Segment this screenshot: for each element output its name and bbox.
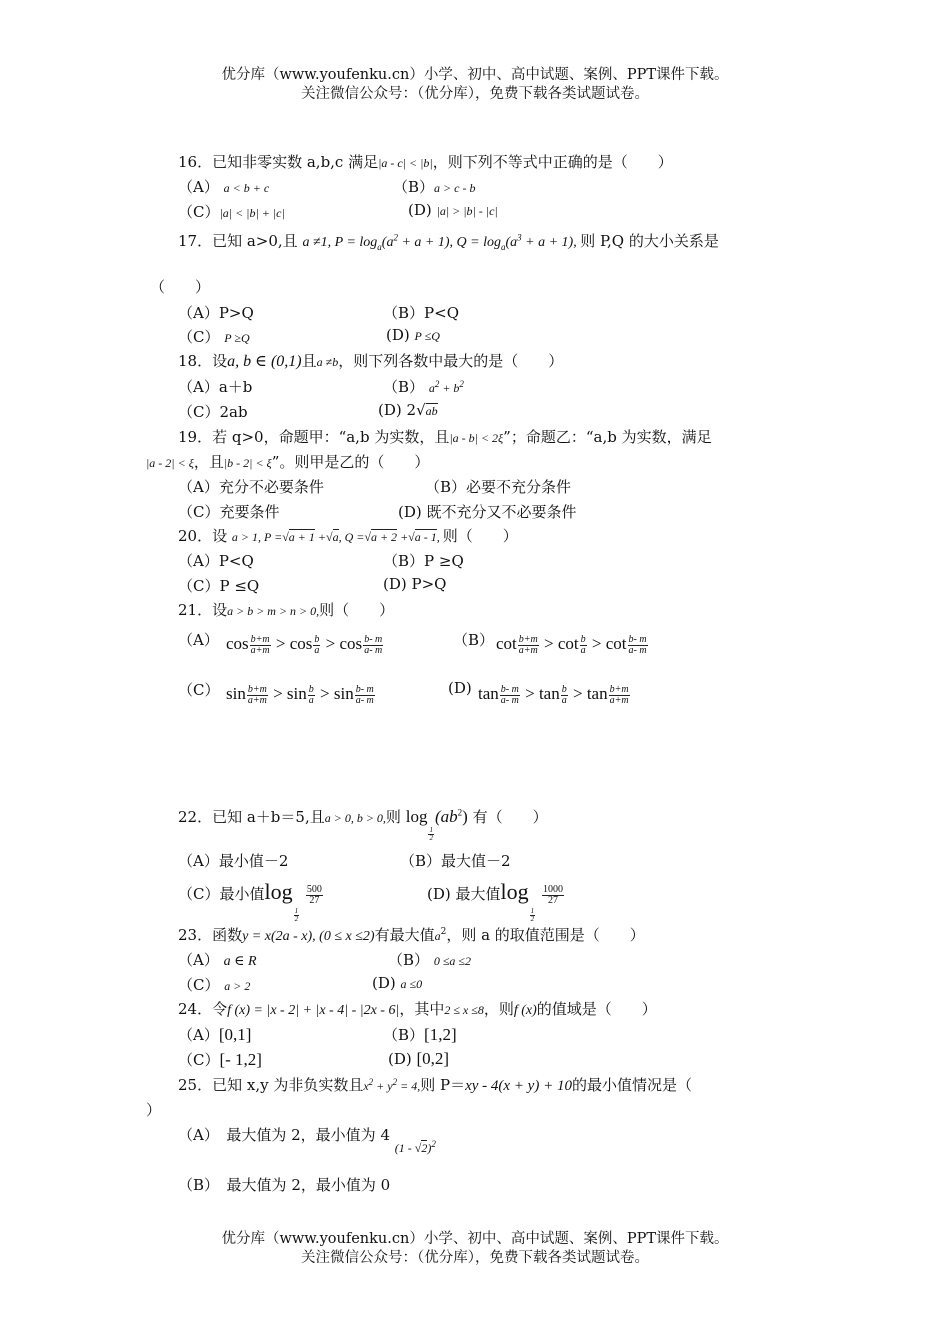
question-23-stem: 23．函数y = x(2a - x), (0 ≤ x ≤2)有最大值$a^2$，则 a 的取值范围是（ ） (178, 926, 645, 944)
q20-option-b: （B）P ≥Q (383, 552, 464, 570)
q20-option-d: (D) P>Q (383, 575, 447, 593)
q22-option-d: (D) 最大值log $\frac{1}{2}$ $\frac{1000}{27}$ (427, 879, 563, 923)
q24-option-a: （A）[0,1] (178, 1025, 252, 1044)
q21-option-a-label: （A） (178, 631, 219, 649)
question-20-stem: 20．设 a > 1, P =√a + 1 +√a, Q =√a + 2 +√a - 1, 则（ ） (178, 527, 518, 545)
page-header-line1: 优分库（www.youfenku.cn）小学、初中、高中试题、案例、PPT课件下载。 (221, 67, 729, 83)
question-25-paren: ） (146, 1101, 162, 1119)
q25-option-a: （A） 最大值为 2，最小值为 4 $_{(1 - √2)^2}$ (178, 1126, 436, 1155)
q21-option-a: cos $\frac{b+m}{a+m}$ > cos $\frac{b}{a}$ > cos $\frac{b- m}{a- m}$ (226, 633, 383, 656)
q17-option-d: (D) P ≤Q (386, 326, 440, 344)
q21-option-c: sin $\frac{b+m}{a+m}$ > sin $\frac{b}{a}$ > sin $\frac{b- m}{a- m}$ (226, 683, 374, 706)
q24-option-d: (D) [0,2] (388, 1049, 450, 1068)
q19-option-a: （A）充分不必要条件 (178, 478, 324, 496)
question-25-stem: 25．已知 x,y 为非负实数且$x^2 + y^2 = 4$,则 P＝xy - 4(x + y) + 10的最小值情况是（ (178, 1076, 692, 1094)
q23-option-a: （A） a ∈ R (178, 951, 257, 969)
q16-option-a: （A） a < b + c (178, 178, 270, 196)
q20-option-a: （A）P<Q (178, 552, 254, 570)
q18-option-b: （B） $a^2 + b^2$ (383, 378, 464, 396)
question-19-stem-line1: 19．若 q>0，命题甲：“a,b 为实数，且|a - b| < 2ξ”；命题乙：“a,b 为实数，满足 (178, 428, 712, 446)
q18-option-a: （A）a＋b (178, 378, 253, 396)
q23-option-d: (D) a ≤0 (372, 974, 423, 992)
q16-option-d: (D) |a| > |b| - |c| (408, 201, 498, 219)
q22-option-b: （B）最大值－2 (400, 852, 511, 870)
q24-option-c: （C）[- 1,2] (178, 1050, 262, 1069)
question-16-stem: 16．已知非零实数 a,b,c 满足|a - c| < |b|，则下列不等式中正确的是（ ） (178, 153, 673, 171)
q16-option-b: （B）a > c - b (393, 178, 476, 196)
q18-option-c: （C）2ab (178, 403, 248, 421)
question-22-stem: 22．已知 a＋b＝5,且a > 0, b > 0,则 log $\frac{1}{2}$ $(ab^2)$ 有（ ） (178, 807, 548, 842)
q21-option-d: tan $\frac{b- m}{a- m}$ > tan $\frac{b}{a}$ > tan $\frac{b+m}{a+m}$ (478, 683, 629, 706)
q19-option-b: （B）必要不充分条件 (425, 478, 572, 496)
question-24-stem: 24．令f (x) = |x - 2| + |x - 4| - |2x - 6|，其中2 ≤ x ≤8，则f (x)的值域是（ ） (178, 1000, 657, 1018)
question-21-stem: 21．设a > b > m > n > 0,则（ ） (178, 601, 395, 619)
q21-option-d-label: (D) (448, 679, 472, 697)
page-header-line2: 关注微信公众号：（优分库），免费下载各类试题试卷。 (301, 86, 649, 102)
q18-option-d: (D) 2√ab (378, 401, 438, 419)
sqrt-symbol: √ (416, 401, 426, 419)
q23-option-b: （B） 0 ≤a ≤2 (388, 951, 471, 969)
q17-option-c: （C） P ≥Q (178, 328, 250, 346)
q19-option-c: （C）充要条件 (178, 503, 280, 521)
q16-option-c: （C）|a| < |b| + |c| (178, 203, 285, 221)
q17-option-a: （A）P>Q (178, 304, 254, 322)
question-19-stem-line2: |a - 2| < ξ，且|b - 2| < ξ”。则甲是乙的（ ） (146, 453, 430, 471)
q19-option-d: (D) 既不充分又不必要条件 (398, 503, 577, 521)
q22-option-c: （C）最小值log $\frac{1}{2}$ $\frac{500}{27}$ (178, 879, 322, 923)
page-footer-line2: 关注微信公众号：（优分库），免费下载各类试题试卷。 (301, 1250, 649, 1266)
q23-option-c: （C） a > 2 (178, 976, 251, 994)
q25-option-b: （B） 最大值为 2，最小值为 0 (178, 1176, 391, 1194)
question-18-stem: 18．设a, b ∈ (0,1)且a ≠b，则下列各数中最大的是（ ） (178, 352, 564, 370)
q24-option-b: （B）[1,2] (383, 1025, 457, 1044)
q21-option-c-label: （C） (178, 681, 220, 699)
page-footer-line1: 优分库（www.youfenku.cn）小学、初中、高中试题、案例、PPT课件下载。 (221, 1231, 729, 1247)
q21-option-b-label: （B） (453, 631, 495, 649)
q22-option-a: （A）最小值－2 (178, 852, 289, 870)
question-17-stem: 17．已知 a>0,且 a ≠1, $P = \log_a(a^2 + a + 1)$, $Q = \log_a(a^3 + a + 1)$, 则 P,Q 的大小关系是 (178, 232, 719, 252)
q21-option-b: cot $\frac{b+m}{a+m}$ > cot $\frac{b}{a}$ > cot $\frac{b- m}{a- m}$ (496, 633, 647, 656)
q20-option-c: （C）P ≤Q (178, 577, 260, 595)
q17-option-b: （B）P<Q (383, 304, 459, 322)
question-17-paren: （ ） (150, 278, 211, 296)
